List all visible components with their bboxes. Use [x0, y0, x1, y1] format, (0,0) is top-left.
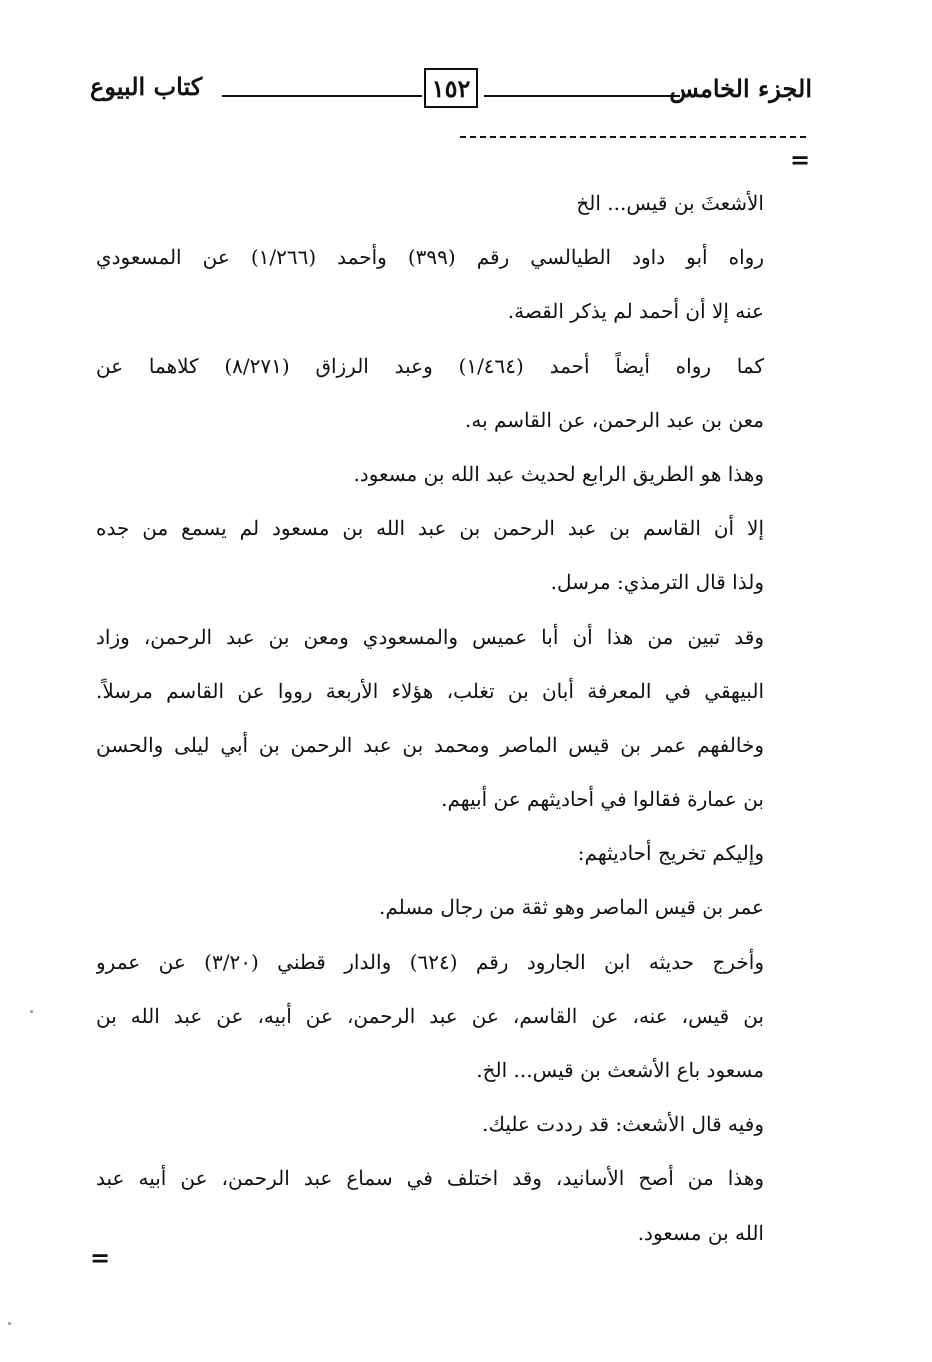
continuation-mark-bottom: = — [90, 1243, 111, 1272]
book-title: كتاب البيوع — [90, 72, 203, 101]
text-line: معن بن عبد الرحمن، عن القاسم به. — [464, 407, 764, 432]
footnote-text — [96, 176, 764, 1260]
page-header — [90, 66, 812, 122]
text-line: الله بن مسعود. — [637, 1220, 764, 1245]
text-line: وأخرج حديثه ابن الجارود رقم (٦٢٤) والدار قطني (٣/٢٠) عن عمرو — [96, 949, 764, 974]
text-line: وهذا هو الطريق الرابع لحديث عبد الله بن مسعود. — [353, 461, 764, 486]
text-line: الأشعثَ بن قيس... الخ — [576, 191, 764, 215]
text-line: إلا أن القاسم بن عبد الرحمن بن عبد الله بن مسعود لم يسمع من جده — [96, 516, 764, 541]
text-line: بن عمارة فقالوا في أحاديثهم عن أبيهم. — [441, 787, 764, 812]
volume-title: الجزء الخامس — [669, 74, 812, 103]
text-line: عمر بن قيس الماصر وهو ثقة من رجال مسلم. — [379, 895, 764, 920]
text-line: وإليكم تخريج أحاديثهم: — [577, 841, 764, 866]
scan-speck — [8, 1322, 11, 1325]
text-line: مسعود باع الأشعث بن قيس... الخ. — [476, 1058, 764, 1082]
text-line: وهذا من أصح الأسانيد، وقد اختلف في سماع عبد الرحمن، عن أبيه عبد — [96, 1166, 764, 1191]
text-line: وخالفهم عمر بن قيس الماصر ومحمد بن عبد الرحمن بن أبي ليلى والحسن — [96, 732, 764, 757]
text-line: وقد تبين من هذا أن أبا عميس والمسعودي ومعن بن عبد الرحمن، وزاد — [96, 624, 764, 649]
text-line: البيهقي في المعرفة أبان بن تغلب، هؤلاء الأربعة رووا عن القاسم مرسلاً. — [96, 678, 764, 703]
header-rule-right — [484, 95, 680, 97]
text-line: وفيه قال الأشعث: قد رددت عليك. — [482, 1112, 764, 1137]
page-number-box — [424, 68, 478, 108]
scan-speck — [30, 1010, 33, 1013]
continuation-mark-top: = — [790, 145, 811, 174]
text-line: عنه إلا أن أحمد لم يذكر القصة. — [507, 299, 764, 324]
footnote-continuation-rule — [460, 136, 806, 138]
text-line: ولذا قال الترمذي: مرسل. — [550, 570, 764, 595]
page-number: ١٥٢ — [431, 73, 471, 103]
text-line: رواه أبو داود الطيالسي رقم (٣٩٩) وأحمد (١/٢٦٦) عن المسعودي — [96, 245, 764, 270]
text-line: بن قيس، عنه، عن القاسم، عن عبد الرحمن، عن أبيه، عن عبد الله بن — [96, 1003, 764, 1028]
text-line: كما رواه أيضاً أحمد (١/٤٦٤) وعبد الرزاق (٨/٢٧١) كلاهما عن — [96, 353, 764, 378]
header-rule-left — [222, 95, 422, 97]
